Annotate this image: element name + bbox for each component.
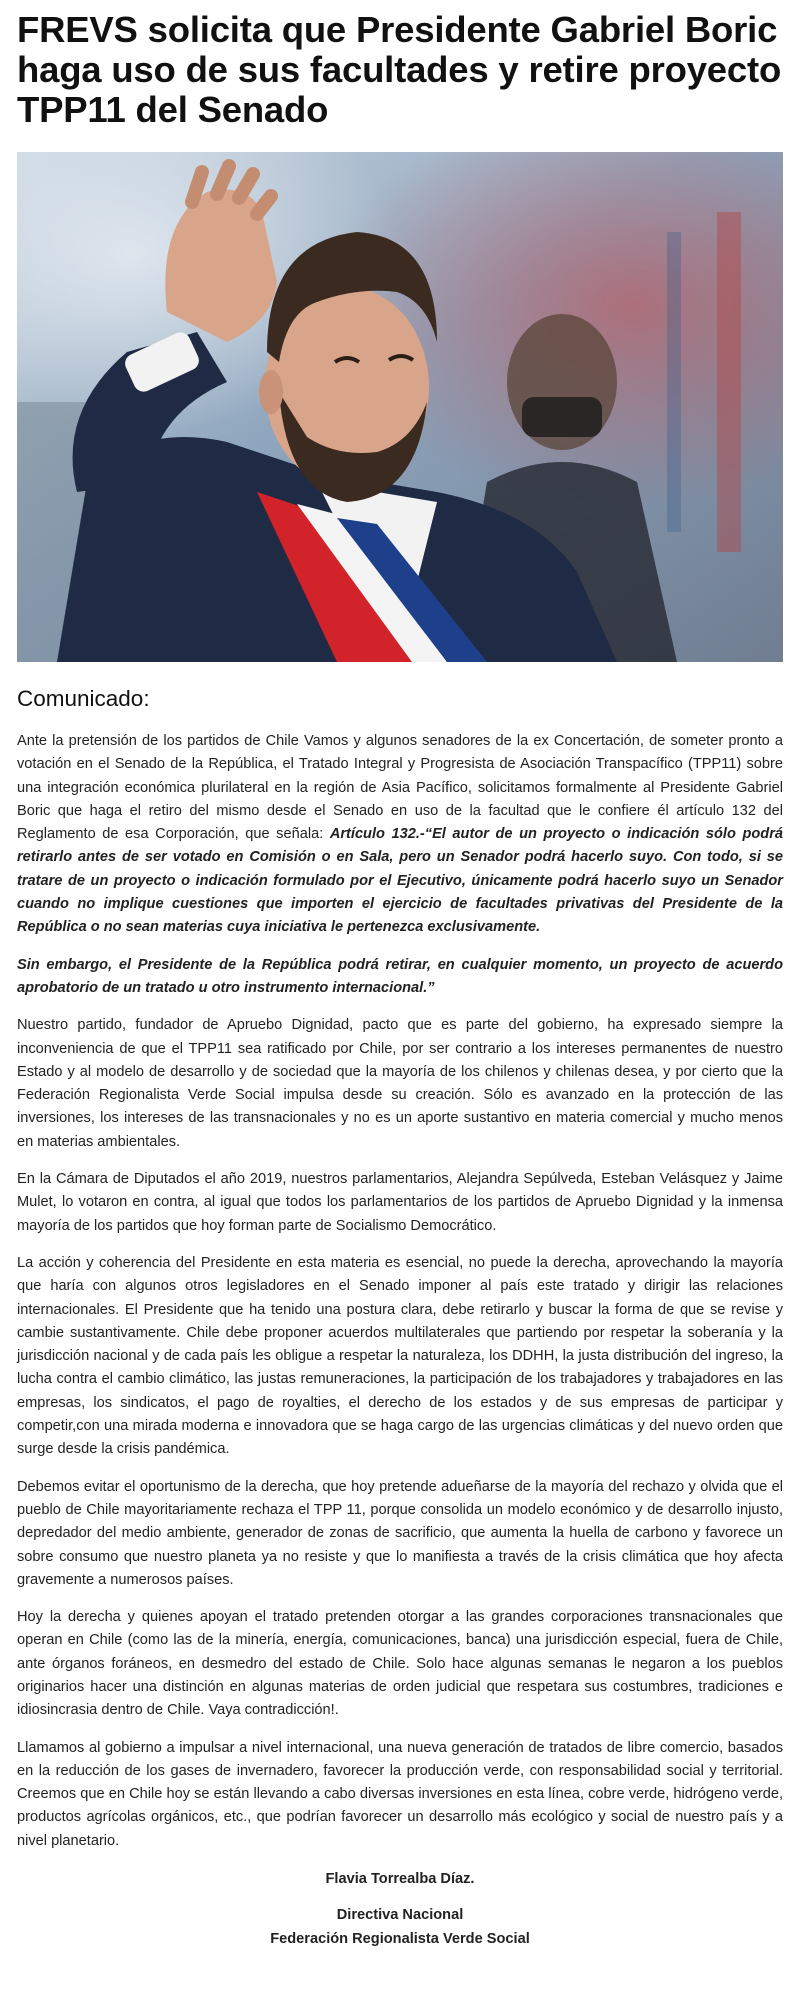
article-body xyxy=(17,730,783,1853)
hero-photo xyxy=(17,152,783,662)
body-paragraph: Debemos evitar el oportunismo de la derecha, que hoy pretende adueñarse de la mayoría del rechazo y olvida que el pueblo de Chile mayoritariamente rechaza el TPP 11, porque consolida un modelo económico y de desarrollo injusto, depredador del medio ambiente, generador de zonas de sacrificio, que aumenta la huella de carbono y favorece un sobre consumo que nuestro planeta ya no resiste y que lo manifiesta a través de la crisis climática que hoy afecta gravemente a numerosos países. xyxy=(17,1478,783,1588)
intro-text: Ante la pretensión de los partidos de Chile Vamos y algunos senadores de la ex Concertación, de someter pronto a votación en el Senado de la República, el Tratado Integral y Progresista de Asociación Transpacífico (TPP11) sobre una integración económica plurilateral en la región de Asia Pacífico, solicitamos formalmente al Presidente Gabriel Boric que haga el retiro del mismo desde el Senado en uso de la facultad que le confiere él artículo 132 del Reglamento de esa Corporación, que señala: xyxy=(17,733,783,843)
intro-quote: Artículo 132.-“El autor de un proyecto o indicación sólo podrá retirarlo antes de ser votado en Comisión o en Sala, pero un Senador podrá hacerlo suyo. Con todo, si se tratare de un proyecto o indicación formulado por el Ejecutivo, únicamente podrá hacerlo suyo un Senador cuando no implique cuestiones que importen el ejercicio de facultades privativas del Presidente de la República o no sean materias cuya iniciativa le pertenezca exclusivamente. xyxy=(17,826,783,936)
body-paragraph: Nuestro partido, fundador de Apruebo Dignidad, pacto que es parte del gobierno, ha expresado siempre la inconveniencia de que el TPP11 sea ratificado por Chile, por ser contrario a los intereses permanentes de nuestro Estado y al modelo de desarrollo y de sociedad que la mayoría de los chilenos y chilenas desea, y por cierto que la Federación Regionalista Verde Social impulsa desde su creación. Sólo es avanzado en la protección de las inversiones, los intereses de las transnacionales y no es un aporte sustantivo en materia comercial y mucho menos en materias ambientales. xyxy=(17,1017,783,1150)
signatory-role: Directiva Nacional xyxy=(336,1907,464,1924)
intro-paragraph xyxy=(17,730,783,940)
body-paragraph: En la Cámara de Diputados el año 2019, nuestros parlamentarios, Alejandra Sepúlveda, Esteban Velásquez y Jaime Mulet, lo votaron en contra, al igual que todos los parlamentarios de los partidos de Apruebo Dignidad y la inmensa mayoría de los partidos que hoy forman parte de Socialismo Democrático. xyxy=(17,1171,783,1234)
signature-block xyxy=(17,1867,783,1951)
signatory-organization: Federación Regionalista Verde Social xyxy=(270,1931,530,1948)
quote-paragraph: Sin embargo, el Presidente de la República podrá retirar, en cualquier momento, un proyecto de acuerdo aprobatorio de un tratado u otro instrumento internacional.” xyxy=(17,956,783,996)
body-paragraph: La acción y coherencia del Presidente en esta materia es esencial, no puede la derecha, aprovechando la mayoría que haría con algunos otros legisladores en el Senado imponer al país este tratado y dirigir las relaciones internacionales. El Presidente que ha tenido una postura clara, debe retirarlo y buscar la forma de que se revise y cambie sustantivamente. Chile debe proponer acuerdos multilaterales que partiendo por respetar la soberanía y la jurisdicción nacional y de cada país les obligue a respetar la naturaleza, los DDHH, la justa distribución del ingreso, la lucha contra el cambio climático, las justas remuneraciones, la participación de los trabajadores y trabajadores en las empresas, los sindicatos, el pago de royalties, el derecho de los estados y de sus empresas de participar y competir,con una mirada moderna e innovadora que se haga cargo de las urgencias climáticas y del nuevo orden que surge desde la crisis pandémica. xyxy=(17,1254,783,1458)
signatory-name: Flavia Torrealba Díaz. xyxy=(325,1871,475,1888)
body-paragraph: Hoy la derecha y quienes apoyan el tratado pretenden otorgar a las grandes corporaciones transnacionales que operan en Chile (como las de la minería, energía, comunicaciones, banca) una jurisdicción especial, fuera de Chile, ante órganos foráneos, en desmedro del estado de Chile. Solo hace algunas semanas le negaron a los pueblos originarios hacer una distinción en algunas materias de orden judicial que respetara sus costumbres, tradiciones e idiosincrasia dentro de Chile. Vaya contradicción!. xyxy=(17,1609,783,1719)
president-waving-illustration xyxy=(17,152,783,662)
body-paragraph: Llamamos al gobierno a impulsar a nivel internacional, una nueva generación de tratados de libre comercio, basados en la reducción de los gases de invernadero, favorecer la producción verde, con responsabilidad social y territorial. Creemos que en Chile hoy se están llevando a cabo diversas inversiones en esta línea, cobre verde, hidrógeno verde, productos agrícolas orgánicos, etc., que podrían favorecer un desarrollo más ecológico y social de nuestro país y a nivel planetario. xyxy=(17,1739,783,1849)
section-heading: Comunicado: xyxy=(17,686,150,711)
article-title: FREVS solicita que Presidente Gabriel Boric haga uso de sus facultades y retire proyecto TPP11 del Senado xyxy=(17,9,782,130)
